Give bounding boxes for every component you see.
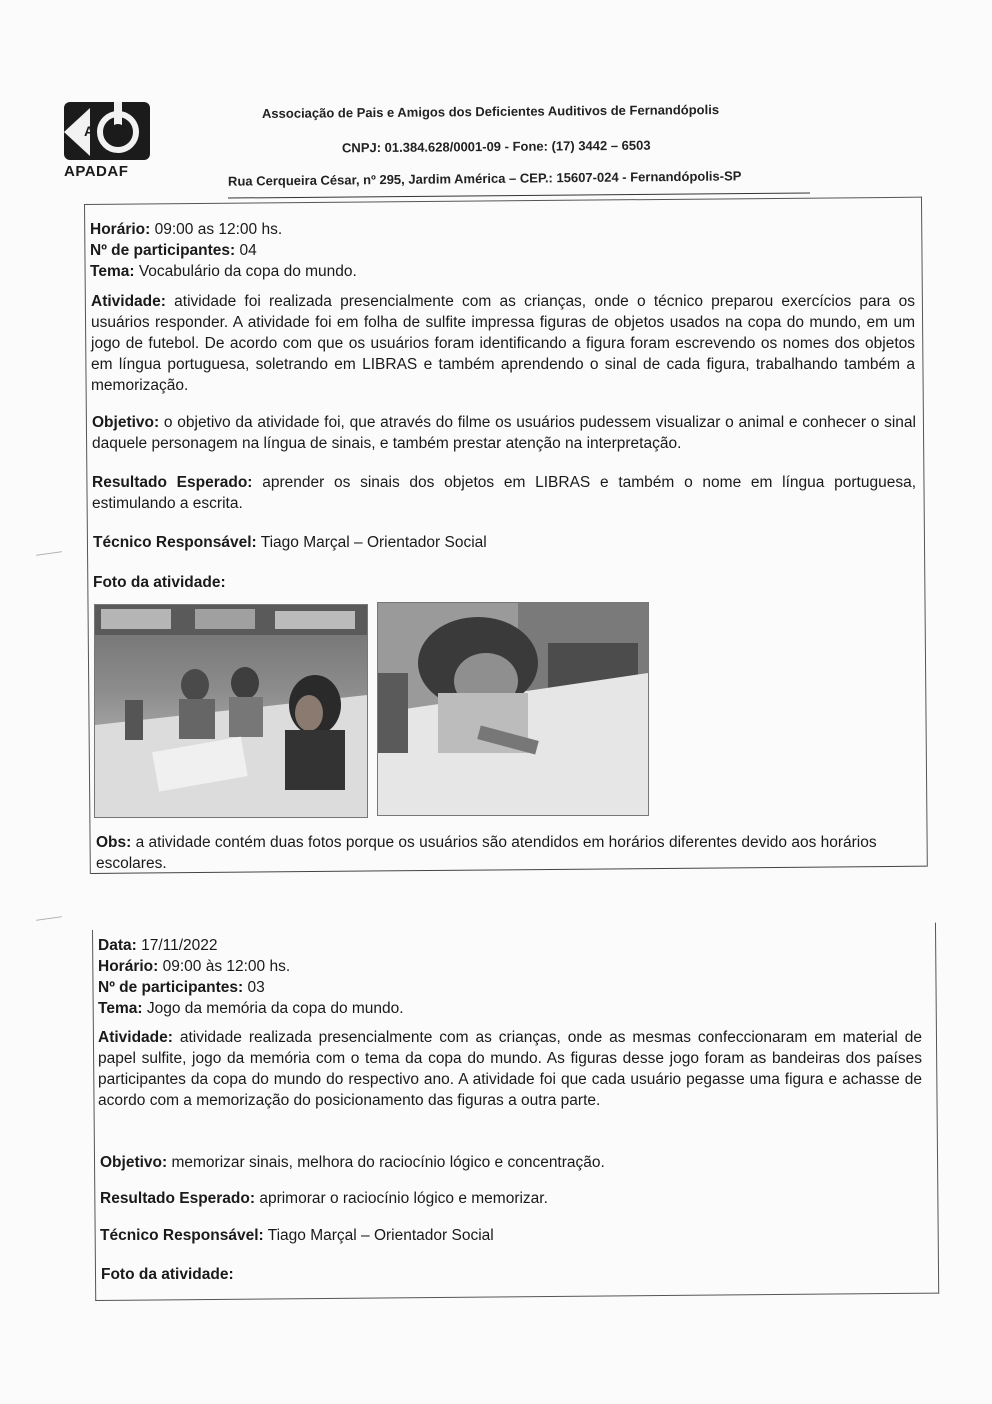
cnpj-line: CNPJ: 01.384.628/0001-09 - Fone: (17) 3442 – 6503 [341, 137, 651, 156]
entry-2-meta [98, 935, 918, 1019]
tecnico-label: Técnico Responsável: [100, 1227, 264, 1244]
participantes-label: Nº de participantes: [90, 242, 236, 259]
obs-label: Obs: [96, 834, 132, 851]
objetivo-value: o objetivo da atividade foi, que através do filme os usuários pudessem visualizar o animal e conhecer o sinal daquele personagem na língua de sinais, e também prestar atenção na interpretação. [92, 414, 916, 452]
participantes-value: 04 [235, 242, 257, 259]
entry-1-meta [90, 219, 910, 282]
entry-2-resultado [100, 1188, 920, 1209]
tema-label: Tema: [90, 263, 135, 280]
obs-value: a atividade contém duas fotos porque os usuários são atendidos em horários diferentes devido aos horários escolares. [96, 834, 877, 872]
entry-1-foto-label: Foto da atividade: [93, 574, 226, 591]
tema-label: Tema: [98, 1000, 143, 1017]
org-name: Associação de Pais e Amigos dos Deficientes Auditivos de Fernandópolis [261, 102, 720, 121]
resultado-value: aprimorar o raciocínio lógico e memorizar. [255, 1190, 548, 1207]
entry-2-objetivo [100, 1152, 920, 1173]
atividade-label: Atividade: [91, 293, 166, 310]
objetivo-label: Objetivo: [100, 1154, 168, 1171]
tema-value: Vocabulário da copa do mundo. [134, 263, 357, 280]
entry-1-horario [90, 219, 910, 240]
entry-1-objetivo [92, 412, 916, 454]
entry-1-obs [96, 832, 920, 874]
participantes-label: Nº de participantes: [98, 979, 244, 996]
logo-letter: A [84, 123, 95, 139]
data-value: 17/11/2022 [136, 937, 218, 954]
resultado-label: Resultado Esperado: [100, 1190, 256, 1207]
objetivo-value: memorizar sinais, melhora do raciocínio lógico e concentração. [167, 1154, 605, 1171]
tecnico-value: Tiago Marçal – Orientador Social [256, 534, 487, 551]
horario-label: Horário: [90, 221, 151, 238]
entry-2-participantes [98, 977, 918, 998]
scan-mark [36, 916, 62, 921]
entry-2-tema [98, 998, 918, 1019]
entry-1-participantes [90, 240, 910, 261]
logo-text: APADAF [64, 163, 129, 180]
address-line: Rua Cerqueira César, nº 295, Jardim América – CEP.: 15607-024 - Fernandópolis-SP [227, 168, 742, 189]
resultado-label: Resultado Esperado: [92, 474, 253, 491]
activity-photo-2 [377, 602, 649, 816]
horario-value: 09:00 as 12:00 hs. [150, 221, 283, 238]
entry-1-resultado [92, 472, 916, 514]
participantes-value: 03 [243, 979, 265, 996]
atividade-label: Atividade: [98, 1029, 173, 1046]
entry-1-atividade [91, 291, 915, 396]
scan-mark [36, 551, 62, 556]
entry-2-atividade [98, 1027, 922, 1111]
atividade-value: atividade realizada presencialmente com as crianças, onde as mesmas confeccionaram em material de papel sulfite, jogo da memória com o tema da copa do mundo. As figuras desse jogo foram as bandeiras dos países participantes da copa do mundo do respectivo ano. A atividade foi que cada usuário pegasse uma figura e achasse de acordo com a memorização do posicionamento das figuras a outra parte. [98, 1029, 922, 1109]
entry-2-data [98, 935, 918, 956]
entry-1-tecnico [93, 532, 913, 553]
activity-photo-1 [94, 604, 368, 818]
tecnico-label: Técnico Responsável: [93, 534, 257, 551]
atividade-value: atividade foi realizada presencialmente com as crianças, onde o técnico preparou exercícios para os usuários responder. A atividade foi em folha de sulfite impressa figuras de objetos usados na copa do mundo, em um jogo de futebol. De acordo com que os usuários foram identificando a figura foram escrevendo os nomes dos objetos em língua portuguesa, soletrando em LIBRAS e também aprendendo o sinal de cada figura, trabalhando também a memorização. [91, 293, 915, 394]
data-label: Data: [98, 937, 137, 954]
entry-2-horario [98, 956, 918, 977]
tema-value: Jogo da memória da copa do mundo. [142, 1000, 404, 1017]
horario-label: Horário: [98, 958, 159, 975]
entry-2-foto-label: Foto da atividade: [101, 1266, 234, 1283]
tecnico-value: Tiago Marçal – Orientador Social [263, 1227, 494, 1244]
objetivo-label: Objetivo: [92, 414, 160, 431]
resultado-value: aprender os sinais dos objetos em LIBRAS e também o nome em língua portuguesa, estimulando a escrita. [92, 474, 917, 512]
entry-1-tema [90, 261, 910, 282]
entry-2-tecnico [100, 1225, 920, 1246]
horario-value: 09:00 às 12:00 hs. [158, 958, 291, 975]
